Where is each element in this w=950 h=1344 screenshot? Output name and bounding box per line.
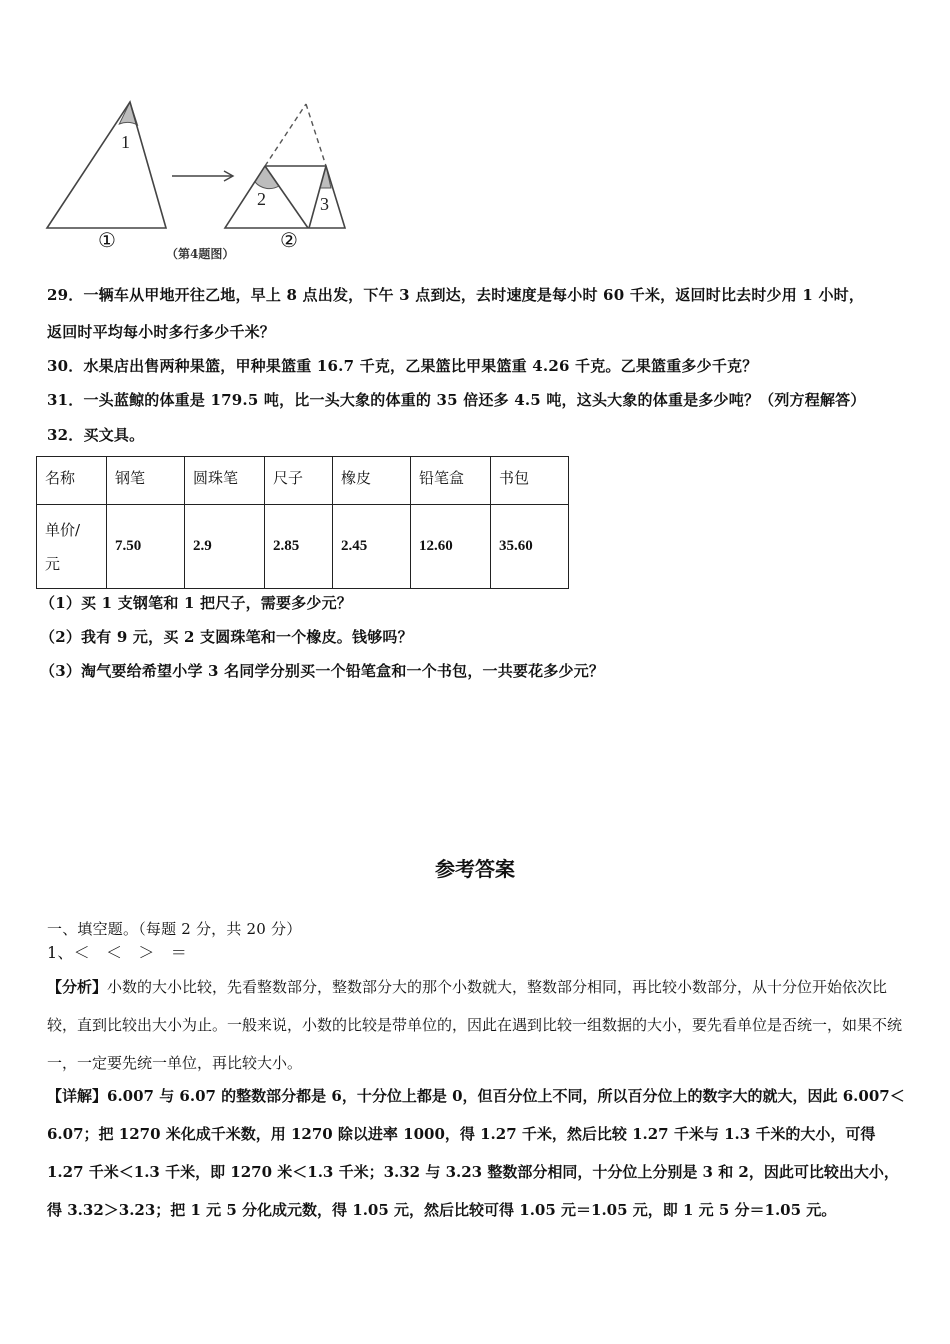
detail-paragraph (47, 1077, 912, 1229)
table-cell-price: 7.50 (107, 505, 185, 589)
table-cell-item: 尺子 (265, 457, 333, 505)
analysis-paragraph (47, 968, 912, 1082)
question-29-line1: 29．一辆车从甲地开往乙地，早上 8 点出发，下午 3 点到达，去时速度是每小时 60 千米，返回时比去时少用 1 小时， (47, 286, 865, 304)
detail-tag: 【详解】 (47, 1087, 108, 1105)
analysis-text: 小数的大小比较，先看整数部分，整数部分大的那个小数就大，整数部分相同，再比较小数部分，从十分位开始依次比较，直到比较出大小为止。一般来说，小数的比较是带单位的，因此在遇到比较一组数据的大小，要先看单位是否统一，如果不统一，一定要先统一单位，再比较大小。 (47, 978, 903, 1072)
table-cell-price: 35.60 (491, 505, 569, 589)
svg-text:1: 1 (121, 132, 130, 152)
stationery-price-table (36, 456, 569, 589)
answer-1: 1、＜ ＜ ＞ ＝ (47, 943, 187, 962)
table-cell-item: 钢笔 (107, 457, 185, 505)
question-29-line2: 返回时平均每小时多行多少千米？ (47, 323, 276, 341)
question-30: 30．水果店出售两种果篮，甲种果篮重 16.7 千克，乙果篮比甲果篮重 4.26 千克。乙果篮重多少千克？ (47, 357, 758, 375)
question-32-sub2: （2）我有 9 元，买 2 支圆珠笔和一个橡皮。钱够吗？ (40, 628, 413, 646)
table-cell-item: 书包 (491, 457, 569, 505)
table-cell-price: 2.45 (333, 505, 411, 589)
answers-title: 参考答案 (435, 857, 515, 881)
table-header-row (37, 457, 569, 505)
answers-section-1-heading: 一、填空题。（每题 2 分，共 20 分） (47, 920, 302, 938)
table-cell-price-label (37, 505, 107, 589)
table-cell-price: 2.9 (185, 505, 265, 589)
table-cell-item: 圆珠笔 (185, 457, 265, 505)
svg-text:2: 2 (257, 189, 266, 209)
table-cell-price: 12.60 (411, 505, 491, 589)
question-32-sub3: （3）淘气要给希望小学 3 名同学分别买一个铅笔盒和一个书包，一共要花多少元？ (40, 662, 605, 680)
table-cell-price: 2.85 (265, 505, 333, 589)
question-31: 31．一头蓝鲸的体重是 179.5 吨，比一头大象的体重的 35 倍还多 4.5 吨，这头大象的体重是多少吨？（列方程解答） (47, 391, 866, 409)
analysis-tag: 【分析】 (47, 978, 108, 996)
price-label-line2: 元 (45, 554, 61, 573)
table-price-row (37, 505, 569, 589)
svg-text:3: 3 (320, 194, 329, 214)
table-cell-name-label: 名称 (37, 457, 107, 505)
table-cell-item: 橡皮 (333, 457, 411, 505)
question-32-sub1: （1）买 1 支钢笔和 1 把尺子，需要多少元？ (40, 594, 353, 612)
figure-label-1: ① (98, 228, 116, 252)
question-32-intro: 32．买文具。 (47, 426, 145, 444)
figure-caption: （第4题图） (166, 247, 235, 261)
table-cell-item: 铅笔盒 (411, 457, 491, 505)
detail-text: 6.007 与 6.07 的整数部分都是 6，十分位上都是 0，但百分位上不同，所以百分位上的数字大的就大，因此 6.007＜6.07；把 1270 米化成千米数，用 1270 除以进率 1000，得 1.27 千米，然后比较 1.27 千米与 1.3 千米的大小，可得 1.27 千米＜1.3 千米，即 1270 米＜1.3 千米；3.32 与 3.23 整数部分相同，十分位上分别是 3 和 2，因此可比较出大小，得 3.32＞3.23；把 1 元 5 分化成元数，得 1.05 元，然后比较可得 1.05 元＝1.05 元，即 1 元 5 分＝1.05 元。 (47, 1087, 905, 1219)
figure-label-2: ② (280, 228, 298, 252)
price-label-line1: 单价/ (45, 520, 81, 539)
triangle-diagram (30, 90, 360, 270)
triangle-angle-figure (30, 90, 360, 270)
